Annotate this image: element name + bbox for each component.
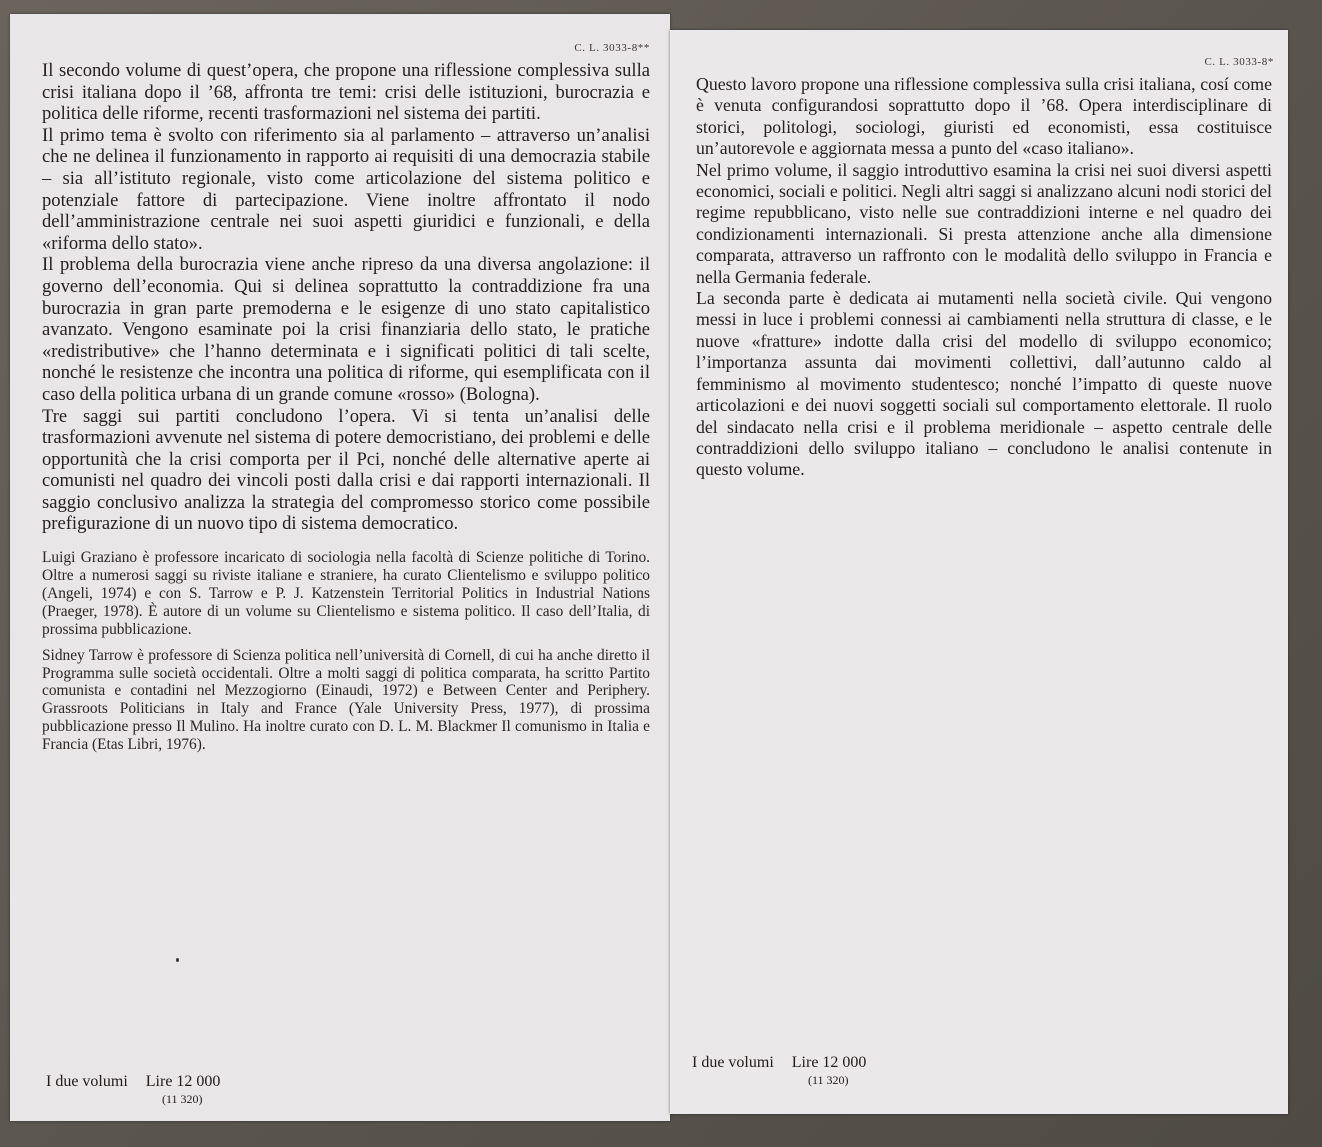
author-bios <box>42 549 650 754</box>
price-label: I due volumi <box>692 1054 774 1071</box>
catalog-code: C. L. 3033-8* <box>1204 56 1274 68</box>
blurb-paragraph: Questo lavoro propone una riflessione complessiva sulla crisi italiana, cosí come è venuta configurandosi soprattutto dopo il ’68. Opera interdisciplinare di storici, politologi, sociologi, giuristi ed economisti, essa costituisce un’autorevole e aggiornata messa a punto del «caso italiano». <box>696 74 1272 159</box>
left-book-back-cover <box>10 14 670 1121</box>
author-bio-graziano: Luigi Graziano è professore incaricato di sociologia nella facoltà di Scienze politiche di Torino. Oltre a numerosi saggi su riviste italiane e straniere, ha curato Clientelismo e sviluppo politico (Angeli, 1974) e con S. Tarrow e P. J. Katzenstein Territorial Politics in Industrial Nations (Praeger, 1978). È autore di un volume su Clientelismo e sistema politico. Il caso dell’Italia, di prossima pubblicazione. <box>42 549 650 638</box>
price-label: I due volumi <box>46 1073 128 1090</box>
blurb-text <box>696 74 1272 481</box>
price-value: Lire 12 000 <box>145 1073 221 1090</box>
right-book-back-cover <box>670 30 1288 1114</box>
catalog-code: C. L. 3033-8** <box>574 42 650 54</box>
blurb-paragraph: Tre saggi sui partiti concludono l’opera. Vi si tenta un’analisi delle trasformazioni avvenute nel sistema di potere democristiano, dei problemi e delle opportunità che la crisi comporta per il Pci, nonché delle alternative aperte ai comunisti nel quadro dei vincoli posti dalla crisi e dai rapporti internazionali. Il saggio conclusivo analizza la strategia del compromesso storico come possibile prefigurazione di un nuovo tipo di sistema democratico. <box>42 405 650 535</box>
author-bio-tarrow: Sidney Tarrow è professore di Scienza politica nell’università di Cornell, di cui ha anche diretto il Programma sulle società occidentali. Oltre a molti saggi di politica comparata, ha scritto Partito comunista e contadini nel Mezzogiorno (Einaudi, 1972) e Between Center and Periphery. Grassroots Politicians in Italy and France (Yale University Press, 1977), di prossima pubblicazione presso Il Mulino. Ha inoltre curato con D. L. M. Blackmer Il comunismo in Italia e Francia (Etas Libri, 1976). <box>42 646 650 754</box>
price-code: (11 320) <box>162 1092 203 1106</box>
blurb-paragraph: Nel primo volume, il saggio introduttivo esamina la crisi nei suoi diversi aspetti economici, sociali e politici. Negli altri saggi si analizzano alcuni nodi storici del regime repubblicano, visto nelle sue contraddizioni interne e nel quadro dei condizionamenti internazionali. Si presta attenzione anche alla dimensione comparata, attraverso un raffronto con le modalità dello sviluppo in Francia e nella Germania federale. <box>696 159 1272 287</box>
blurb-paragraph: Il secondo volume di quest’opera, che propone una riflessione complessiva sulla crisi italiana dopo il ’68, affronta tre temi: crisi delle istituzioni, burocrazia e politica delle riforme, recenti trasformazioni nel sistema dei partiti. <box>42 60 650 125</box>
price-code: (11 320) <box>808 1073 849 1087</box>
paper-speck <box>176 958 179 962</box>
price-value: Lire 12 000 <box>791 1054 867 1071</box>
blurb-paragraph: La seconda parte è dedicata ai mutamenti nella società civile. Qui vengono messi in luce i problemi connessi ai cambiamenti nella struttura di classe, e le nuove «fratture» indotte dalla crisi del modello di sviluppo economico; l’importanza assunta dai movimenti collettivi, dall’autunno caldo al femminismo al movimento studentesco; nonché l’impatto di queste nuove articolazioni e dei nuovi soggetti sociali sul comportamento elettorale. Il ruolo del sindacato nella crisi e il problema meridionale – aspetto centrale delle contraddizioni dello sviluppo italiano – concludono le analisi contenute in questo volume. <box>696 288 1272 480</box>
blurb-text <box>42 60 650 535</box>
price-block <box>46 1073 220 1107</box>
price-block <box>692 1054 866 1088</box>
blurb-paragraph: Il primo tema è svolto con riferimento sia al parlamento – attraverso un’analisi che ne delinea il funzionamento in rapporto ai requisiti di una democrazia stabile – sia all’istituto regionale, visto come articolazione del sistema politico e potenziale fattore di partecipazione. Viene inoltre affrontato il nodo dell’amministrazione centrale nei suoi aspetti giuridici e funzionali, e della «riforma dello stato». <box>42 124 650 254</box>
blurb-paragraph: Il problema della burocrazia viene anche ripreso da una diversa angolazione: il governo dell’economia. Qui si delinea soprattutto la contraddizione fra una burocrazia in gran parte premoderna e le esigenze di uno stato capitalistico avanzato. Vengono esaminate poi la crisi finanziaria dello stato, le pratiche «redistributive» che l’hanno determinata e i significati politici di tali scelte, nonché le resistenze che incontra una politica di riforme, qui esemplificata con il caso della politica urbana di un grande comune «rosso» (Bologna). <box>42 254 650 405</box>
